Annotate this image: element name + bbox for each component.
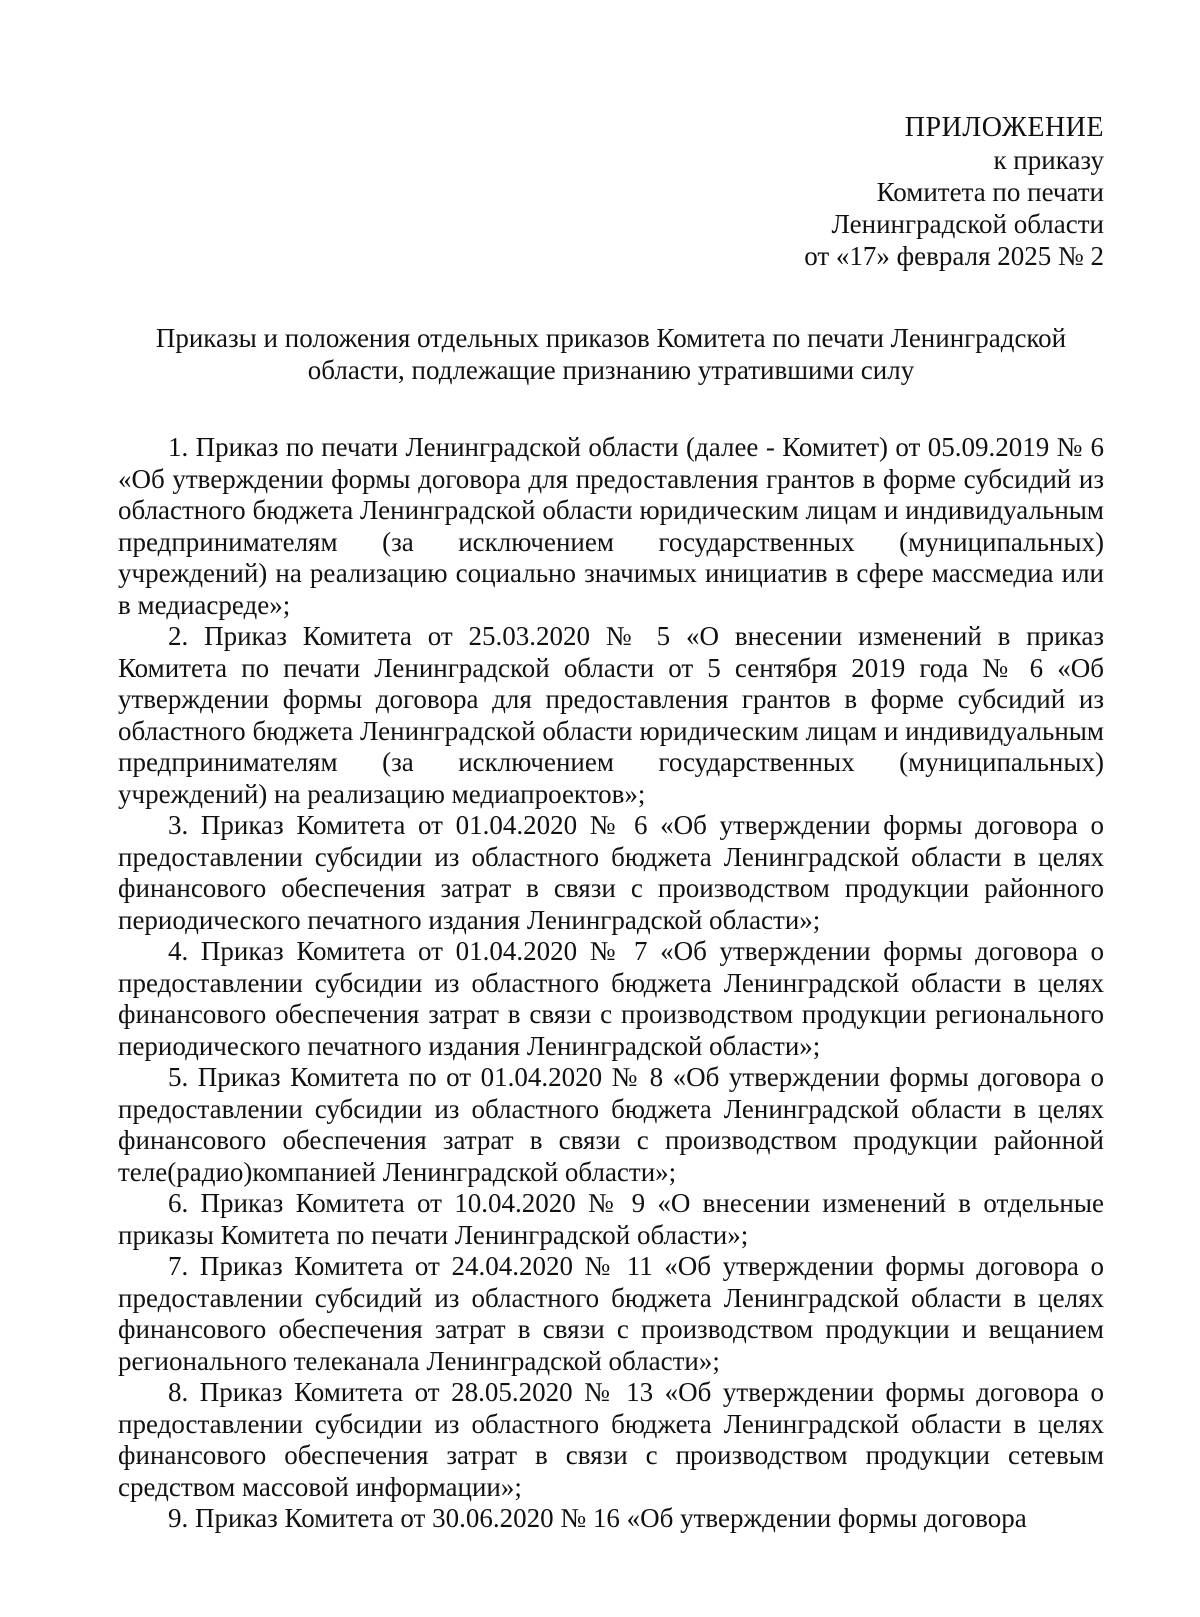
list-item: 3. Приказ Комитета от 01.04.2020 № 6 «Об утверждении формы договора о предоставлении субсидии из областного бюджета Ленинградской области в целях финансового обеспечения затрат в связи с производством продукции районного периодического печатного издания Ленинградской области»; xyxy=(118,810,1104,935)
orders-list xyxy=(118,432,1104,1535)
document-title-line-2: области, подлежащие признанию утратившими силу xyxy=(307,355,915,385)
appendix-date-number: от «17» февраля 2025 № 2 xyxy=(804,241,1104,271)
appendix-title: ПРИЛОЖЕНИЕ xyxy=(904,112,1104,143)
list-item: 4. Приказ Комитета от 01.04.2020 № 7 «Об утверждении формы договора о предоставлении субсидии из областного бюджета Ленинградской области в целях финансового обеспечения затрат в связи с производством продукции регионального периодического печатного издания Ленинградской области»; xyxy=(118,936,1104,1061)
list-item: 5. Приказ Комитета по от 01.04.2020 № 8 «Об утверждении формы договора о предоставлении субсидии из областного бюджета Ленинградской области в целях финансового обеспечения затрат в связи с производством продукции районной теле(радио)компанией Ленинградской области»; xyxy=(118,1062,1104,1187)
document-title-line-1: Приказы и положения отдельных приказов Комитета по печати Ленинградской xyxy=(155,323,1067,353)
list-item: 2. Приказ Комитета от 25.03.2020 № 5 «О внесении изменений в приказ Комитета по печати Ленинградской области от 5 сентября 2019 года № 6 «Об утверждении формы договора для предоставления грантов в форме субсидий из областного бюджета Ленинградской области юридическим лицам и индивидуальным предпринимателям (за исключением государственных (муниципальных) учреждений) на реализацию медиапроектов»; xyxy=(118,621,1104,809)
list-item: 9. Приказ Комитета от 30.06.2020 № 16 «Об утверждении формы договора xyxy=(168,1503,1027,1533)
document-title xyxy=(118,322,1104,386)
appendix-header xyxy=(118,112,1104,272)
list-item: 1. Приказ по печати Ленинградской области (далее - Комитет) от 05.09.2019 № 6 «Об утверждении формы договора для предоставления грантов в форме субсидий из областного бюджета Ленинградской области юридическим лицам и индивидуальным предпринимателям (за исключением государственных (муниципальных) учреждений) на реализацию социально значимых инициатив в сфере массмедиа или в медиасреде»; xyxy=(118,432,1104,620)
appendix-region: Ленинградской области xyxy=(831,209,1104,239)
list-item: 6. Приказ Комитета от 10.04.2020 № 9 «О внесении изменений в отдельные приказы Комитета по печати Ленинградской области»; xyxy=(118,1188,1104,1250)
appendix-committee: Комитета по печати xyxy=(876,177,1104,207)
list-item: 8. Приказ Комитета от 28.05.2020 № 13 «Об утверждении формы договора о предоставлении субсидии из областного бюджета Ленинградской области в целях финансового обеспечения затрат в связи с производством продукции сетевым средством массовой информации»; xyxy=(118,1377,1104,1502)
list-item: 7. Приказ Комитета от 24.04.2020 № 11 «Об утверждении формы договора о предоставлении субсидий из областного бюджета Ленинградской области в целях финансового обеспечения затрат в связи с производством продукции и вещанием регионального телеканала Ленинградской области»; xyxy=(118,1251,1104,1376)
appendix-to-order: к приказу xyxy=(993,145,1104,175)
